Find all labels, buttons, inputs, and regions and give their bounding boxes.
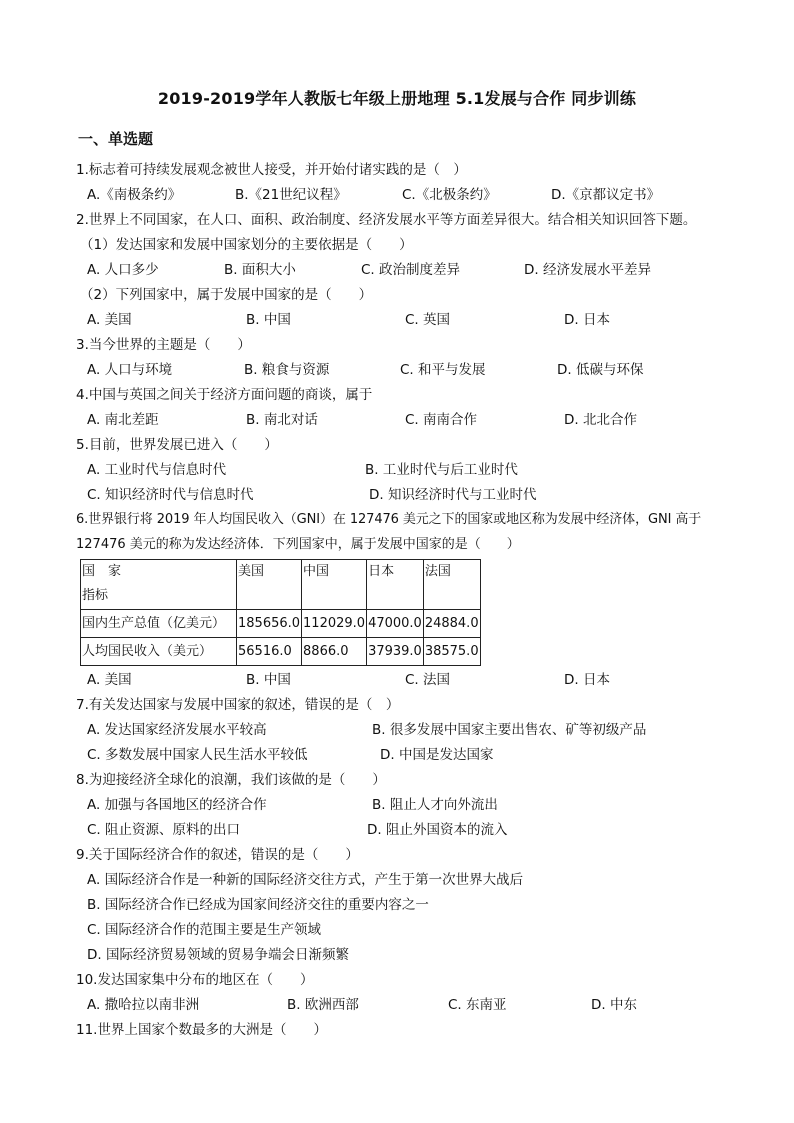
question-1-option-d: D.《京都议定书》: [551, 187, 661, 203]
question-4-option-b: B. 南北对话: [246, 412, 318, 428]
question-2-sub2-option-a: A. 美国: [87, 312, 132, 328]
question-9-option-c: C. 国际经济合作的范围主要是生产领域: [87, 922, 322, 938]
table-cell: 47000.0: [367, 610, 424, 638]
question-3-option-a: A. 人口与环境: [87, 362, 173, 378]
table-corner-cell: [81, 560, 237, 610]
question-3-option-c: C. 和平与发展: [400, 362, 486, 378]
table-cell: 185656.0: [237, 610, 302, 638]
gni-data-table: [80, 559, 481, 666]
question-1-option-a: A.《南极条约》: [87, 187, 182, 203]
question-1-stem: 1.标志着可持续发展观念被世人接受，并开始付诸实践的是（ ）: [76, 162, 467, 178]
question-8-option-b: B. 阻止人才向外流出: [372, 797, 498, 813]
question-10-option-b: B. 欧洲西部: [287, 997, 359, 1013]
question-4-option-a: A. 南北差距: [87, 412, 159, 428]
question-9-option-b: B. 国际经济合作已经成为国家间经济交往的重要内容之一: [87, 897, 429, 913]
question-6-option-c: C. 法国: [405, 672, 451, 688]
table-row-label: 人均国民收入（美元）: [81, 638, 237, 666]
corner-indicator-label: 指标: [82, 588, 109, 603]
table-row-label: 国内生产总值（亿美元）: [81, 610, 237, 638]
question-6-stem-line-1: 6.世界银行将 2019 年人均国民收入（GNI）在 127476 美元之下的国家或地区称为发展中经济体，GNI 高于: [76, 512, 702, 527]
question-7-option-c: C. 多数发展中国家人民生活水平较低: [87, 747, 308, 763]
question-6-option-d: D. 日本: [564, 672, 610, 688]
table-row: [81, 610, 481, 638]
question-6-stem-line-2: 127476 美元的称为发达经济体．下列国家中，属于发展中国家的是（ ）: [76, 537, 520, 552]
section-heading: 一、单选题: [78, 130, 154, 148]
table-header-cell: 法国: [423, 560, 480, 610]
question-1-option-b: B.《21世纪议程》: [235, 187, 347, 203]
question-5-option-b: B. 工业时代与后工业时代: [365, 462, 518, 478]
question-2-sub2-option-b: B. 中国: [246, 312, 291, 328]
question-1-option-c: C.《北极条约》: [402, 187, 497, 203]
question-2-stem: 2.世界上不同国家，在人口、面积、政治制度、经济发展水平等方面差异很大。结合相关知识回答下题。: [76, 212, 697, 228]
question-3-option-d: D. 低碳与环保: [557, 362, 644, 378]
question-2-sub1-option-c: C. 政治制度差异: [361, 262, 461, 278]
table-header-cell: 美国: [237, 560, 302, 610]
table-header-cell: 日本: [367, 560, 424, 610]
table-row: [81, 638, 481, 666]
question-9-stem: 9.关于国际经济合作的叙述，错误的是（ ）: [76, 847, 359, 863]
question-9-option-d: D. 国际经济贸易领域的贸易争端会日渐频繁: [87, 947, 349, 963]
page-title: 2019-2019学年人教版七年级上册地理 5.1发展与合作 同步训练: [157, 89, 637, 108]
question-3-stem: 3.当今世界的主题是（ ）: [76, 337, 251, 353]
table-cell: 112029.0: [302, 610, 367, 638]
question-6-option-b: B. 中国: [246, 672, 291, 688]
question-2-sub1-option-b: B. 面积大小: [224, 262, 296, 278]
question-2-sub2-option-c: C. 英国: [405, 312, 451, 328]
question-4-option-d: D. 北北合作: [564, 412, 637, 428]
table-header-cell: 中国: [302, 560, 367, 610]
question-11-stem: 11.世界上国家个数最多的大洲是（ ）: [76, 1022, 327, 1038]
table-cell: 56516.0: [237, 638, 302, 666]
question-8-option-a: A. 加强与各国地区的经济合作: [87, 797, 267, 813]
question-8-stem: 8.为迎接经济全球化的浪潮，我们该做的是（ ）: [76, 772, 386, 788]
question-3-option-b: B. 粮食与资源: [244, 362, 330, 378]
table-header-row: [81, 560, 481, 610]
question-5-stem: 5.目前，世界发展已进入（ ）: [76, 437, 278, 453]
question-2-sub1-option-a: A. 人口多少: [87, 262, 159, 278]
question-5-option-c: C. 知识经济时代与信息时代: [87, 487, 254, 503]
table-cell: 37939.0: [367, 638, 424, 666]
question-4-option-c: C. 南南合作: [405, 412, 478, 428]
question-2-sub1: （1）发达国家和发展中国家划分的主要依据是（ ）: [80, 237, 413, 253]
question-7-option-a: A. 发达国家经济发展水平较高: [87, 722, 267, 738]
table-cell: 8866.0: [302, 638, 367, 666]
question-8-option-c: C. 阻止资源、原料的出口: [87, 822, 241, 838]
question-5-option-d: D. 知识经济时代与工业时代: [369, 487, 537, 503]
corner-country-label: 国 家: [82, 564, 122, 579]
question-9-option-a: A. 国际经济合作是一种新的国际经济交往方式，产生于第一次世界大战后: [87, 872, 524, 888]
question-10-option-c: C. 东南亚: [448, 997, 507, 1013]
question-10-option-d: D. 中东: [591, 997, 637, 1013]
table-cell: 24884.0: [423, 610, 480, 638]
question-10-option-a: A. 撒哈拉以南非洲: [87, 997, 200, 1013]
question-10-stem: 10.发达国家集中分布的地区在（ ）: [76, 972, 314, 988]
question-5-option-a: A. 工业时代与信息时代: [87, 462, 227, 478]
question-7-stem: 7.有关发达国家与发展中国家的叙述，错误的是（ ）: [76, 697, 400, 713]
question-2-sub2-option-d: D. 日本: [564, 312, 610, 328]
question-6-option-a: A. 美国: [87, 672, 132, 688]
table-cell: 38575.0: [423, 638, 480, 666]
question-2-sub2: （2）下列国家中，属于发展中国家的是（ ）: [80, 287, 373, 303]
question-8-option-d: D. 阻止外国资本的流入: [367, 822, 508, 838]
question-7-option-b: B. 很多发展中国家主要出售农、矿等初级产品: [372, 722, 647, 738]
question-7-option-d: D. 中国是发达国家: [380, 747, 494, 763]
question-4-stem: 4.中国与英国之间关于经济方面问题的商谈，属于: [76, 387, 373, 403]
question-2-sub1-option-d: D. 经济发展水平差异: [524, 262, 651, 278]
